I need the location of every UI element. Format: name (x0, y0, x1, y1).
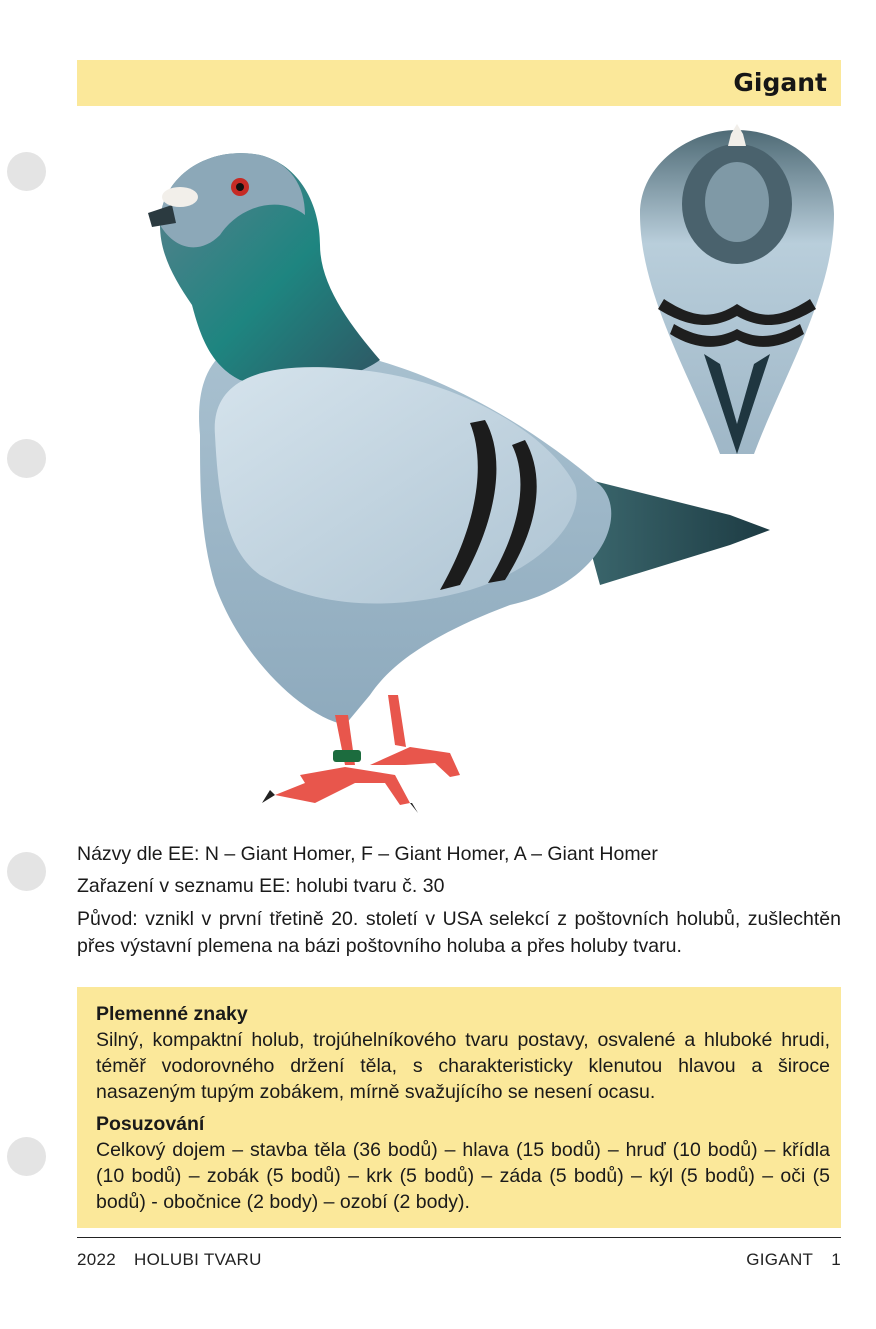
footer-year: 2022 (77, 1250, 117, 1269)
breed-standards-box (77, 987, 841, 1228)
footer-left (77, 1250, 262, 1270)
judging-heading: Posuzování (96, 1113, 205, 1135)
breed-classification: Zařazení v seznamu EE: holubi tvaru č. 30 (77, 875, 445, 897)
breed-characteristics-text: Silný, kompaktní holub, trojúhelníkového tvaru postavy, osvalené a hluboké hrudi, téměř vodorovného držení těla, s charakteristicky klenutou hlavou a široce nasazeným tupým zobákem, mírně svažujícího se nesení ocasu. (96, 1029, 830, 1103)
judging-text: Celkový dojem – stavba těla (36 bodů) – hlava (15 bodů) – hruď (10 bodů) – křídla (10 bodů) – zobák (5 bodů) – krk (5 bodů) – záda (5 bodů) – kýl (5 bodů) – oči (5 bodů) - obočnice (2 body) – ozobí (2 body). (96, 1139, 830, 1213)
pigeon-top-view-illustration (634, 124, 840, 460)
breed-names: Názvy dle EE: N – Giant Homer, F – Giant Homer, A – Giant Homer (77, 843, 658, 865)
punch-hole (7, 1137, 46, 1176)
footer-divider (77, 1237, 841, 1238)
punch-hole (7, 852, 46, 891)
footer-breed: GIGANT (746, 1250, 814, 1269)
title-bar (77, 60, 841, 106)
breed-origin: Původ: vznikl v první třetině 20. století v USA selekcí z poštovních holubů, zušlechtěn přes výstavní plemena na bázi poštovního holuba a přes holuby tvaru. (77, 908, 841, 957)
punch-hole (7, 152, 46, 191)
page-title: Gigant (733, 68, 827, 97)
page-number: 1 (831, 1250, 841, 1269)
punch-hole (7, 439, 46, 478)
breed-characteristics-heading: Plemenné znaky (96, 1003, 248, 1025)
footer-right (746, 1250, 841, 1270)
footer-section: HOLUBI TVARU (134, 1250, 262, 1269)
